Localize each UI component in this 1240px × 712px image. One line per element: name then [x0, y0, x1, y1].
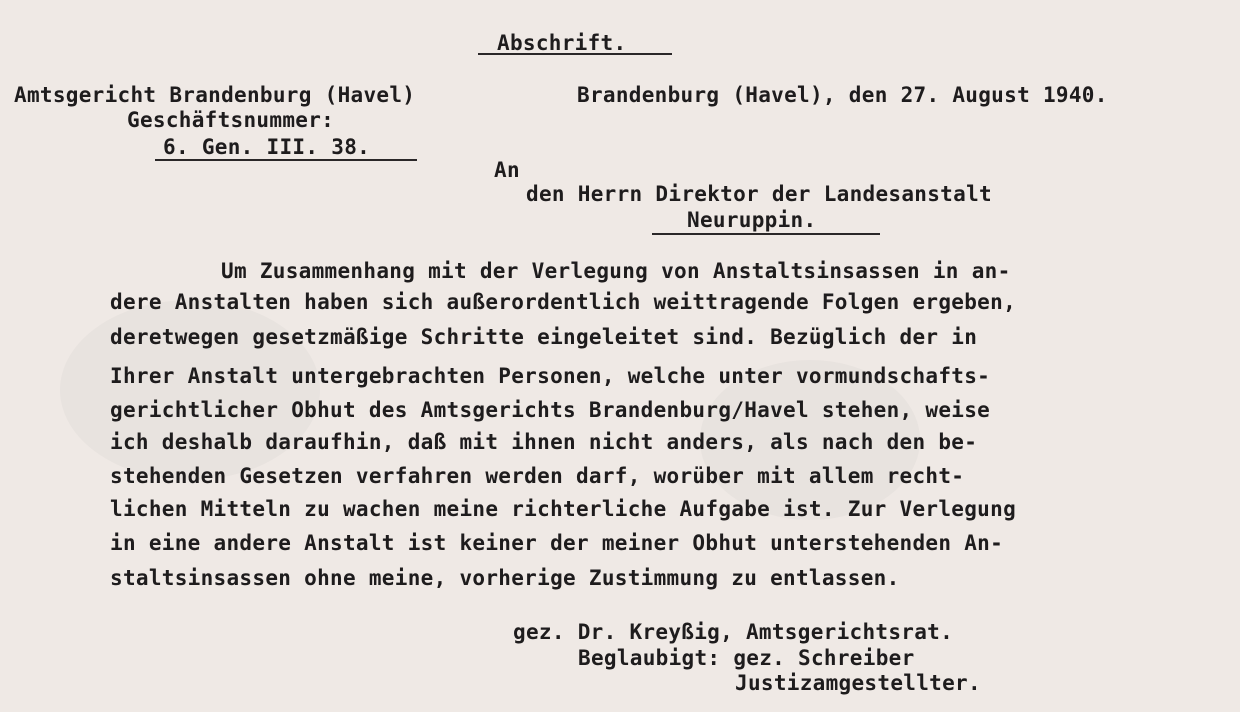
court-name: Amtsgericht Brandenburg (Havel) [14, 83, 416, 107]
heading-underline [478, 53, 672, 55]
body-line: Ihrer Anstalt untergebrachten Personen, welche unter vormundschafts- [110, 364, 991, 388]
file-number: 6. Gen. III. 38. [163, 135, 371, 159]
file-number-underline [155, 159, 417, 161]
recipient-line-2: Neuruppin. [687, 208, 817, 232]
body-line: Um Zusammenhang mit der Verlegung von Anstaltsinsassen in an- [221, 259, 1011, 283]
recipient-salutation: An [494, 158, 520, 182]
file-number-label: Geschäftsnummer: [127, 108, 335, 132]
body-line: staltsinsassen ohne meine, vorherige Zustimmung zu entlassen. [110, 566, 900, 590]
body-line: ich deshalb daraufhin, daß mit ihnen nicht anders, als nach den be- [110, 430, 978, 454]
body-line: gerichtlicher Obhut des Amtsgerichts Brandenburg/Havel stehen, weise [110, 398, 991, 422]
body-line: stehenden Gesetzen verfahren werden darf, worüber mit allem recht- [110, 464, 965, 488]
signature-line-2: Beglaubigt: gez. Schreiber [578, 646, 915, 670]
document-heading: Abschrift. [497, 31, 627, 55]
body-line: lichen Mitteln zu wachen meine richterliche Aufgabe ist. Zur Verlegung [110, 497, 1017, 521]
place-and-date: Brandenburg (Havel), den 27. August 1940. [577, 83, 1108, 107]
recipient-underline [652, 233, 880, 235]
signature-line-3: Justizamgestellter. [735, 671, 981, 695]
body-line: deretwegen gesetzmäßige Schritte eingeleitet sind. Bezüglich der in [110, 325, 978, 349]
signature-line-1: gez. Dr. Kreyßig, Amtsgerichtsrat. [513, 620, 954, 644]
body-line: dere Anstalten haben sich außerordentlich weittragende Folgen ergeben, [110, 290, 1017, 314]
body-line: in eine andere Anstalt ist keiner der meiner Obhut unterstehenden An- [110, 531, 1004, 555]
recipient-line-1: den Herrn Direktor der Landesanstalt [526, 182, 992, 206]
